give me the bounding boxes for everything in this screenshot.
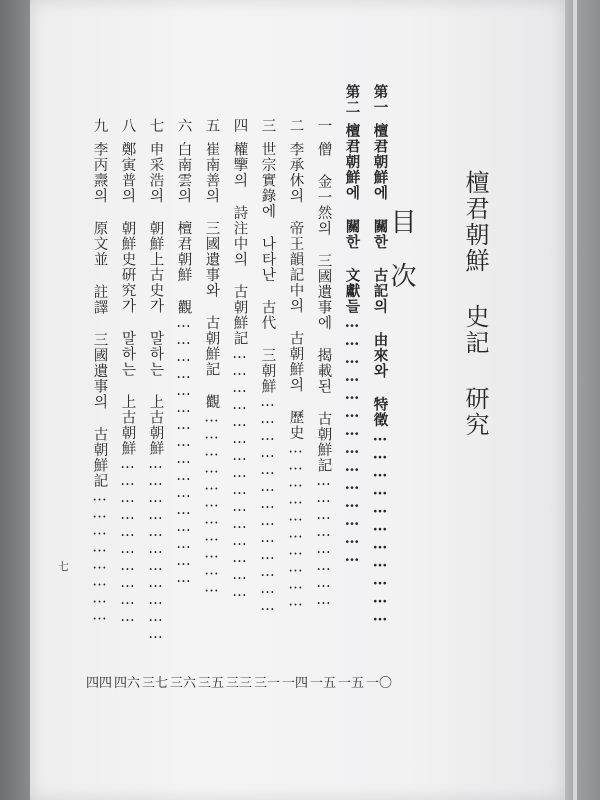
leader-dots: …………………… bbox=[91, 488, 108, 625]
toc-chapter-1 bbox=[372, 84, 387, 626]
section-number: 六 bbox=[175, 118, 192, 134]
section-number: 四 bbox=[231, 118, 248, 134]
leader-dots: ………………………………… bbox=[259, 394, 276, 615]
page-number: 四六 bbox=[114, 676, 141, 691]
section-number: 八 bbox=[119, 118, 136, 134]
section-number: 九 bbox=[91, 118, 108, 134]
folio-page-number: 七 bbox=[58, 560, 69, 573]
section-title: 僧 金一然의 三國遺事에 揭載된 古朝鮮記 bbox=[315, 141, 332, 473]
section-number: 二 bbox=[287, 118, 304, 134]
leader-dots: ………………………… bbox=[287, 440, 304, 611]
section-title: 李丙燾의 原文並 註譯 三國遺事의 古朝鮮記 bbox=[91, 141, 108, 489]
page-number: 一〇 bbox=[366, 676, 393, 691]
toc-section-1 bbox=[316, 118, 331, 609]
toc-section-6 bbox=[176, 118, 191, 587]
leader-dots: ……………………………………… bbox=[231, 346, 248, 601]
book-title: 檀君朝鮮 史記 研究 bbox=[461, 170, 489, 438]
page-number: 一五 bbox=[338, 676, 365, 691]
section-title: 世宗實錄에 나타난 古代 三朝鮮 bbox=[259, 141, 276, 394]
toc-section-3 bbox=[260, 118, 275, 615]
page-number: 三一 bbox=[254, 676, 281, 691]
book-binding bbox=[0, 0, 30, 800]
toc-section-9 bbox=[92, 118, 107, 625]
toc-section-4 bbox=[232, 118, 247, 601]
section-number: 三 bbox=[259, 118, 276, 134]
toc-section-5 bbox=[204, 118, 219, 597]
section-title: 李承休의 帝王韻記中의 古朝鮮의 歷史 bbox=[287, 141, 304, 441]
toc-section-8 bbox=[120, 118, 135, 626]
section-number: 一 bbox=[315, 118, 332, 134]
leader-dots: ………………………………………… bbox=[175, 315, 192, 587]
page-number: 一四 bbox=[282, 676, 309, 691]
page-number: 三五 bbox=[198, 676, 225, 691]
toc-section-7 bbox=[148, 118, 163, 643]
section-title: 鄭寅普의 朝鮮史硏究가 말하는 上古朝鮮 bbox=[119, 141, 136, 456]
section-title: 崔南善의 三國遺事와 古朝鮮記 觀 bbox=[203, 141, 220, 410]
toc-section-2 bbox=[288, 118, 303, 611]
page-number: 三三 bbox=[226, 676, 253, 691]
chapter-number: 第一 bbox=[371, 84, 389, 115]
section-number: 七 bbox=[147, 118, 164, 134]
page-number: 三七 bbox=[142, 676, 169, 691]
section-title: 申采浩의 朝鮮上古史가 말하는 上古朝鮮 bbox=[147, 141, 164, 456]
leader-dots: …………………………… bbox=[371, 427, 389, 626]
facing-page-edge bbox=[565, 0, 600, 800]
leader-dots: …………………………………… bbox=[343, 314, 361, 566]
chapter-title: 檀君朝鮮에 關한 文獻들 bbox=[343, 123, 361, 314]
page-number: 四四 bbox=[86, 676, 113, 691]
leader-dots: …………………………… bbox=[203, 409, 220, 597]
leader-dots: …………………………… bbox=[147, 456, 164, 643]
section-title: 權擥의 詩注中의 古朝鮮記 bbox=[231, 141, 248, 346]
page-number: 一五 bbox=[310, 676, 337, 691]
leader-dots: …………………… bbox=[315, 473, 332, 609]
chapter-title: 檀君朝鮮에 關한 古記의 由來와 特徵 bbox=[371, 123, 389, 428]
leader-dots: ………………………… bbox=[119, 456, 136, 626]
section-number: 五 bbox=[203, 118, 220, 134]
toc-heading: 目次 bbox=[386, 208, 416, 316]
page-number: 三六 bbox=[170, 676, 197, 691]
chapter-number: 第二 bbox=[343, 84, 361, 115]
section-title: 白南雲의 檀君朝鮮 觀 bbox=[175, 141, 192, 315]
toc-chapter-2 bbox=[344, 84, 359, 566]
